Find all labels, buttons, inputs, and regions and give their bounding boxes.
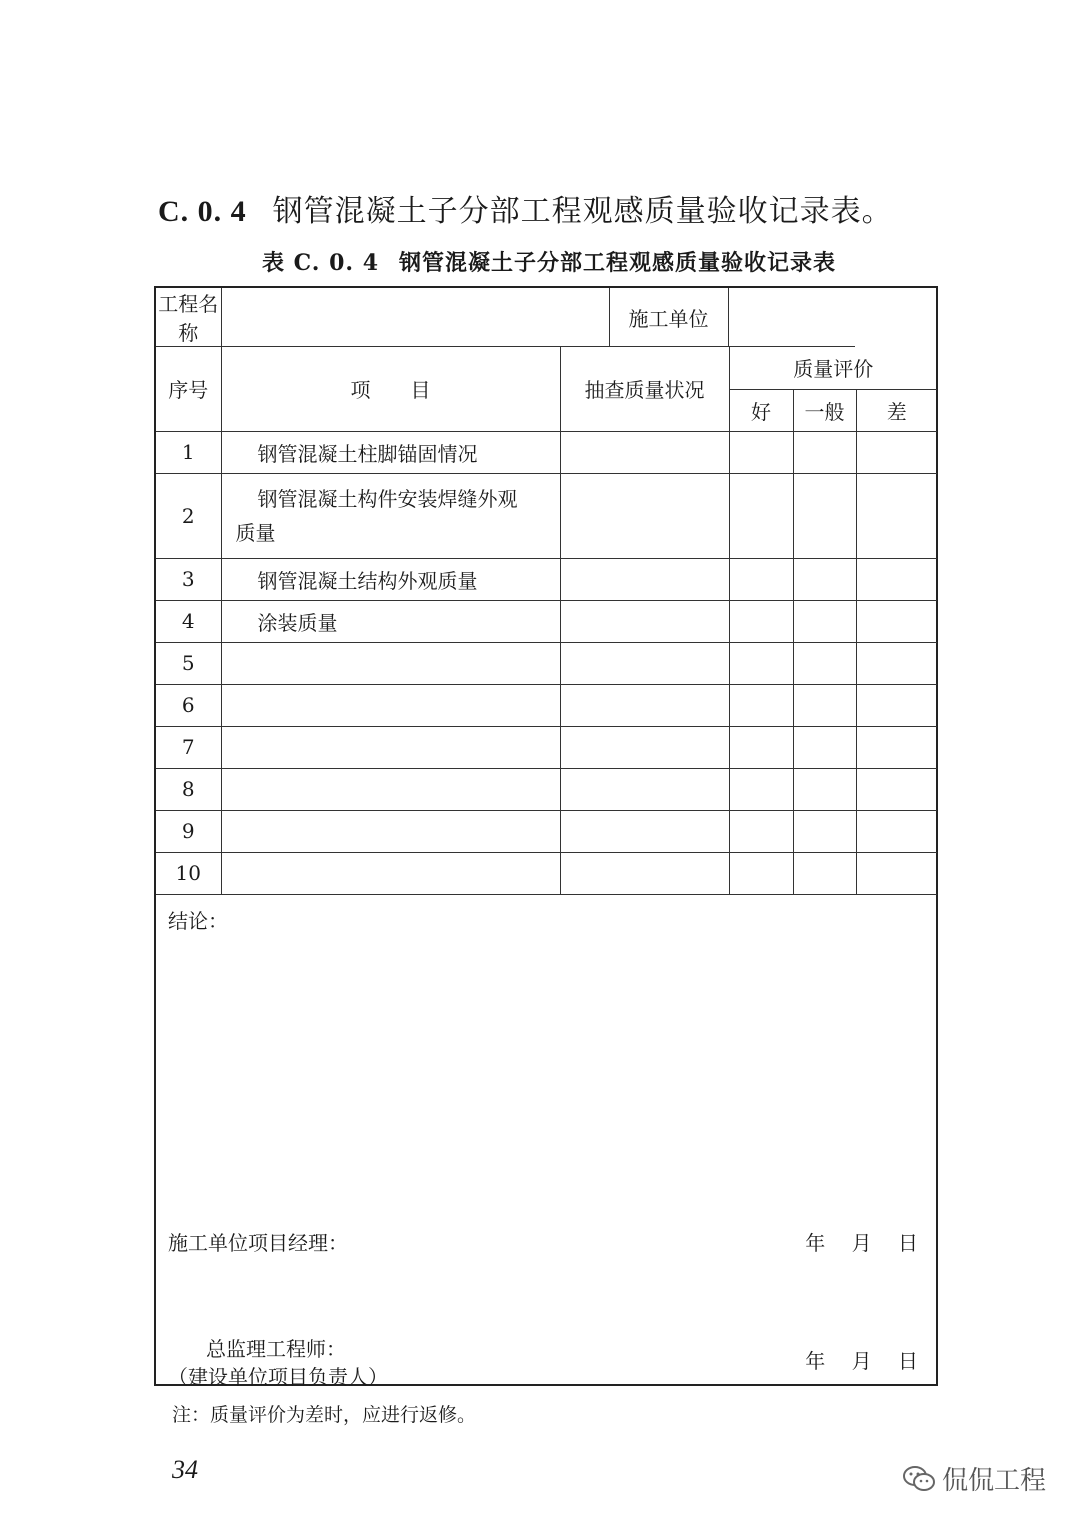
row-number: 5 xyxy=(156,642,221,684)
row-average-cell[interactable] xyxy=(793,684,856,726)
row-inspection-cell[interactable] xyxy=(560,768,729,810)
row-average-cell[interactable] xyxy=(793,558,856,600)
row-item: 钢管混凝土结构外观质量 xyxy=(221,558,560,600)
row-good-cell[interactable] xyxy=(729,600,793,642)
row-average-cell[interactable] xyxy=(793,642,856,684)
row-poor-cell[interactable] xyxy=(856,768,937,810)
header-item: 项 目 xyxy=(221,347,560,431)
header-poor: 差 xyxy=(856,389,937,431)
row-inspection-cell[interactable] xyxy=(560,642,729,684)
row-item[interactable] xyxy=(221,810,560,852)
row-average-cell[interactable] xyxy=(793,768,856,810)
row-poor-cell[interactable] xyxy=(856,558,937,600)
chief-supervisor-date: 年 月 日 xyxy=(805,1348,918,1373)
table-caption xyxy=(262,246,836,277)
chief-supervisor-label: 总监理工程师： xyxy=(206,1336,346,1361)
table-row xyxy=(156,852,937,894)
row-number: 4 xyxy=(156,600,221,642)
row-number: 8 xyxy=(156,768,221,810)
row-poor-cell[interactable] xyxy=(856,726,937,768)
header-row-1 xyxy=(156,347,937,389)
row-average-cell[interactable] xyxy=(793,852,856,894)
table-title: 钢管混凝土子分部工程观感质量验收记录表 xyxy=(399,250,837,276)
watermark-text: 侃侃工程 xyxy=(941,1466,1046,1496)
project-manager-label: 施工单位项目经理： xyxy=(168,1230,348,1255)
row-poor-cell[interactable] xyxy=(856,642,937,684)
table-number: 表 C. 0. 4 xyxy=(262,250,380,276)
row-number: 6 xyxy=(156,684,221,726)
owner-rep-label: （建设单位项目负责人） xyxy=(168,1364,388,1389)
table-row xyxy=(156,810,937,852)
table-row xyxy=(156,473,937,558)
table-row xyxy=(156,558,937,600)
row-average-cell[interactable] xyxy=(793,431,856,473)
row-average-cell[interactable] xyxy=(793,600,856,642)
section-heading xyxy=(158,186,893,230)
table-row xyxy=(156,768,937,810)
header-average: 一般 xyxy=(793,389,856,431)
row-good-cell[interactable] xyxy=(729,852,793,894)
row-item xyxy=(221,473,560,558)
row-good-cell[interactable] xyxy=(729,473,793,558)
row-good-cell[interactable] xyxy=(729,768,793,810)
row-average-cell[interactable] xyxy=(793,726,856,768)
table-row xyxy=(156,684,937,726)
header-inspection: 抽查质量状况 xyxy=(560,347,729,431)
row-inspection-cell[interactable] xyxy=(560,600,729,642)
row-good-cell[interactable] xyxy=(729,558,793,600)
section-number: C. 0. 4 xyxy=(158,195,247,228)
table-row xyxy=(156,600,937,642)
table-row xyxy=(156,431,937,473)
watermark xyxy=(902,1460,1046,1497)
header-quality: 质量评价 xyxy=(729,347,937,389)
footnote: 注：质量评价为差时，应进行返修。 xyxy=(172,1404,477,1426)
row-item[interactable] xyxy=(221,852,560,894)
row-number: 1 xyxy=(156,431,221,473)
wechat-icon xyxy=(902,1465,936,1493)
row-poor-cell[interactable] xyxy=(856,810,937,852)
row-poor-cell[interactable] xyxy=(856,852,937,894)
row-number: 7 xyxy=(156,726,221,768)
items-table xyxy=(156,347,937,895)
row-poor-cell[interactable] xyxy=(856,600,937,642)
row-inspection-cell[interactable] xyxy=(560,726,729,768)
row-item-line1: 钢管混凝土构件安装焊缝外观 xyxy=(257,486,518,511)
row-inspection-cell[interactable] xyxy=(560,473,729,558)
row-inspection-cell[interactable] xyxy=(560,684,729,726)
project-manager-date: 年 月 日 xyxy=(805,1230,918,1255)
section-title: 钢管混凝土子分部工程观感质量验收记录表。 xyxy=(272,194,893,229)
row-poor-cell[interactable] xyxy=(856,473,937,558)
table-row xyxy=(156,642,937,684)
conclusion-label: 结论： xyxy=(168,908,228,933)
row-poor-cell[interactable] xyxy=(856,684,937,726)
contractor-label-cell xyxy=(609,288,728,347)
page-number: 34 xyxy=(172,1455,198,1484)
row-item[interactable] xyxy=(221,726,560,768)
row-item[interactable] xyxy=(221,684,560,726)
row-inspection-cell[interactable] xyxy=(560,852,729,894)
row-item[interactable] xyxy=(221,642,560,684)
row-number: 9 xyxy=(156,810,221,852)
row-average-cell[interactable] xyxy=(793,473,856,558)
contractor-label-text: 施工单位 xyxy=(628,306,709,331)
form-table xyxy=(156,288,936,347)
header-seq: 序号 xyxy=(156,347,221,431)
acceptance-form xyxy=(154,286,938,1389)
project-info-row xyxy=(156,288,936,347)
row-inspection-cell[interactable] xyxy=(560,810,729,852)
row-good-cell[interactable] xyxy=(729,684,793,726)
row-item: 涂装质量 xyxy=(221,600,560,642)
conclusion-section[interactable] xyxy=(156,895,936,1403)
row-poor-cell[interactable] xyxy=(856,431,937,473)
row-good-cell[interactable] xyxy=(729,642,793,684)
header-good: 好 xyxy=(729,389,793,431)
project-name-label: 工程名称 xyxy=(156,288,221,347)
project-name-value[interactable] xyxy=(221,288,609,347)
row-good-cell[interactable] xyxy=(729,726,793,768)
contractor-value[interactable] xyxy=(728,288,855,347)
row-inspection-cell[interactable] xyxy=(560,431,729,473)
row-number: 3 xyxy=(156,558,221,600)
row-item: 钢管混凝土柱脚锚固情况 xyxy=(221,431,560,473)
row-item-line2: 质量 xyxy=(235,520,276,545)
row-good-cell[interactable] xyxy=(729,431,793,473)
table-row xyxy=(156,726,937,768)
row-item[interactable] xyxy=(221,768,560,810)
row-good-cell[interactable] xyxy=(729,810,793,852)
row-inspection-cell[interactable] xyxy=(560,558,729,600)
row-number: 10 xyxy=(156,852,221,894)
row-average-cell[interactable] xyxy=(793,810,856,852)
row-number: 2 xyxy=(156,473,221,558)
